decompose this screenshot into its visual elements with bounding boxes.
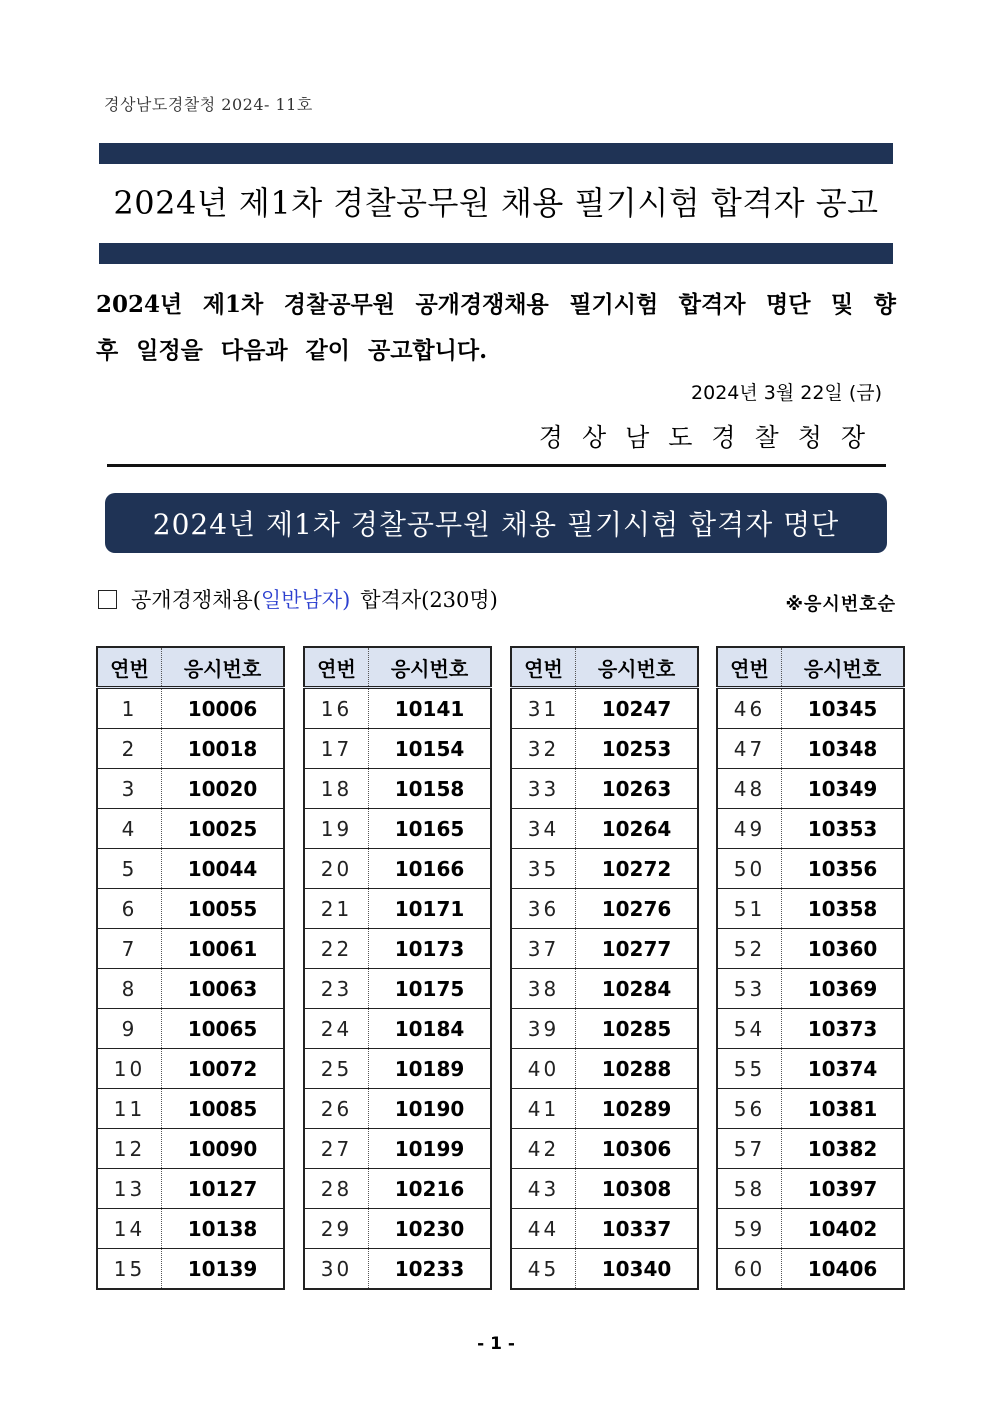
column-header-no: 연번 bbox=[511, 647, 576, 688]
exam-number: 10308 bbox=[576, 1169, 699, 1209]
exam-number: 10340 bbox=[576, 1249, 699, 1290]
table-row bbox=[511, 688, 698, 729]
page-title: 2024년 제1차 경찰공무원 채용 필기시험 합격자 공고 bbox=[113, 184, 879, 222]
table-row bbox=[717, 769, 904, 809]
exam-number: 10264 bbox=[576, 809, 699, 849]
table-row bbox=[511, 1169, 698, 1209]
row-number: 2 bbox=[97, 729, 162, 769]
table-row bbox=[511, 1009, 698, 1049]
column-header-exam-number: 응시번호 bbox=[369, 647, 492, 688]
table-row bbox=[304, 1209, 491, 1249]
row-number: 19 bbox=[304, 809, 369, 849]
exam-number: 10171 bbox=[369, 889, 492, 929]
exam-number: 10090 bbox=[162, 1129, 285, 1169]
exam-number: 10369 bbox=[782, 969, 905, 1009]
exam-number: 10253 bbox=[576, 729, 699, 769]
row-number: 40 bbox=[511, 1049, 576, 1089]
exam-number: 10345 bbox=[782, 688, 905, 729]
table-row bbox=[511, 969, 698, 1009]
row-number: 31 bbox=[511, 688, 576, 729]
table-row bbox=[97, 1089, 284, 1129]
row-number: 37 bbox=[511, 929, 576, 969]
exam-number: 10063 bbox=[162, 969, 285, 1009]
row-number: 43 bbox=[511, 1169, 576, 1209]
table-row bbox=[304, 969, 491, 1009]
exam-number: 10381 bbox=[782, 1089, 905, 1129]
exam-number: 10127 bbox=[162, 1169, 285, 1209]
exam-number: 10402 bbox=[782, 1209, 905, 1249]
row-number: 34 bbox=[511, 809, 576, 849]
row-number: 28 bbox=[304, 1169, 369, 1209]
row-number: 11 bbox=[97, 1089, 162, 1129]
table-row bbox=[304, 1249, 491, 1290]
exam-number: 10406 bbox=[782, 1249, 905, 1290]
list-title-banner bbox=[105, 493, 887, 553]
row-number: 32 bbox=[511, 729, 576, 769]
table-row bbox=[511, 889, 698, 929]
list-title: 2024년 제1차 경찰공무원 채용 필기시험 합격자 명단 bbox=[152, 508, 840, 541]
table-row bbox=[717, 889, 904, 929]
exam-number: 10382 bbox=[782, 1129, 905, 1169]
notice-body: 2024년 제1차 경찰공무원 공개경쟁채용 필기시험 합격자 명단 및 향후 일정을 다음과 같이 공고합니다. bbox=[96, 291, 896, 364]
exam-number: 10284 bbox=[576, 969, 699, 1009]
exam-number: 10374 bbox=[782, 1049, 905, 1089]
table-row bbox=[304, 889, 491, 929]
exam-number: 10175 bbox=[369, 969, 492, 1009]
table-row bbox=[717, 1169, 904, 1209]
row-number: 30 bbox=[304, 1249, 369, 1290]
table-row bbox=[511, 809, 698, 849]
table-row bbox=[511, 1049, 698, 1089]
table-row bbox=[717, 1009, 904, 1049]
table-row bbox=[511, 769, 698, 809]
row-number: 10 bbox=[97, 1049, 162, 1089]
row-number: 4 bbox=[97, 809, 162, 849]
row-number: 26 bbox=[304, 1089, 369, 1129]
table-row bbox=[717, 688, 904, 729]
table-row bbox=[97, 1249, 284, 1290]
table-row bbox=[304, 729, 491, 769]
row-number: 1 bbox=[97, 688, 162, 729]
section-highlight: 일반남자) bbox=[260, 588, 351, 612]
exam-number: 10072 bbox=[162, 1049, 285, 1089]
title-bar-bottom bbox=[99, 243, 893, 264]
exam-number: 10065 bbox=[162, 1009, 285, 1049]
column-header-exam-number: 응시번호 bbox=[162, 647, 285, 688]
row-number: 39 bbox=[511, 1009, 576, 1049]
table-row bbox=[304, 1129, 491, 1169]
table-row bbox=[97, 889, 284, 929]
exam-number: 10373 bbox=[782, 1009, 905, 1049]
table-row bbox=[304, 769, 491, 809]
row-number: 44 bbox=[511, 1209, 576, 1249]
row-number: 55 bbox=[717, 1049, 782, 1089]
table-row bbox=[304, 929, 491, 969]
table-row bbox=[717, 1089, 904, 1129]
row-number: 48 bbox=[717, 769, 782, 809]
exam-number: 10199 bbox=[369, 1129, 492, 1169]
table-row bbox=[717, 1249, 904, 1290]
document-number: 경상남도경찰청 2024- 11호 bbox=[104, 95, 313, 114]
row-number: 8 bbox=[97, 969, 162, 1009]
row-number: 51 bbox=[717, 889, 782, 929]
exam-number: 10233 bbox=[369, 1249, 492, 1290]
table-header-row bbox=[304, 647, 491, 688]
table-row bbox=[97, 769, 284, 809]
table-row bbox=[304, 809, 491, 849]
column-header-exam-number: 응시번호 bbox=[576, 647, 699, 688]
row-number: 46 bbox=[717, 688, 782, 729]
exam-number: 10285 bbox=[576, 1009, 699, 1049]
row-number: 20 bbox=[304, 849, 369, 889]
row-number: 41 bbox=[511, 1089, 576, 1129]
exam-number: 10289 bbox=[576, 1089, 699, 1129]
row-number: 27 bbox=[304, 1129, 369, 1169]
row-number: 33 bbox=[511, 769, 576, 809]
divider bbox=[107, 464, 886, 467]
table-header-row bbox=[97, 647, 284, 688]
exam-number: 10348 bbox=[782, 729, 905, 769]
table-row bbox=[97, 809, 284, 849]
table-row bbox=[97, 929, 284, 969]
exam-number: 10165 bbox=[369, 809, 492, 849]
table-header-row bbox=[511, 647, 698, 688]
exam-number: 10277 bbox=[576, 929, 699, 969]
column-header-no: 연번 bbox=[304, 647, 369, 688]
table-row bbox=[717, 1129, 904, 1169]
row-number: 47 bbox=[717, 729, 782, 769]
table-row bbox=[717, 809, 904, 849]
exam-number: 10085 bbox=[162, 1089, 285, 1129]
table-row bbox=[511, 1129, 698, 1169]
result-table bbox=[96, 646, 285, 1290]
table-row bbox=[717, 729, 904, 769]
row-number: 54 bbox=[717, 1009, 782, 1049]
table-row bbox=[511, 1249, 698, 1290]
row-number: 58 bbox=[717, 1169, 782, 1209]
table-row bbox=[97, 1129, 284, 1169]
row-number: 6 bbox=[97, 889, 162, 929]
exam-number: 10306 bbox=[576, 1129, 699, 1169]
notice-date: 2024년 3월 22일 (금) bbox=[691, 382, 882, 404]
exam-number: 10158 bbox=[369, 769, 492, 809]
table-row bbox=[97, 1049, 284, 1089]
exam-number: 10358 bbox=[782, 889, 905, 929]
table-row bbox=[511, 729, 698, 769]
exam-number: 10006 bbox=[162, 688, 285, 729]
exam-number: 10138 bbox=[162, 1209, 285, 1249]
row-number: 25 bbox=[304, 1049, 369, 1089]
exam-number: 10337 bbox=[576, 1209, 699, 1249]
row-number: 17 bbox=[304, 729, 369, 769]
title-bar-top bbox=[99, 143, 893, 164]
row-number: 38 bbox=[511, 969, 576, 1009]
exam-number: 10061 bbox=[162, 929, 285, 969]
table-row bbox=[717, 1209, 904, 1249]
row-number: 16 bbox=[304, 688, 369, 729]
sort-note: ※응시번호순 bbox=[785, 594, 896, 615]
table-row bbox=[717, 849, 904, 889]
exam-number: 10190 bbox=[369, 1089, 492, 1129]
table-row bbox=[511, 1209, 698, 1249]
row-number: 56 bbox=[717, 1089, 782, 1129]
row-number: 22 bbox=[304, 929, 369, 969]
exam-number: 10166 bbox=[369, 849, 492, 889]
table-row bbox=[97, 849, 284, 889]
row-number: 42 bbox=[511, 1129, 576, 1169]
exam-number: 10276 bbox=[576, 889, 699, 929]
exam-number: 10353 bbox=[782, 809, 905, 849]
page-number: - 1 - bbox=[477, 1334, 515, 1354]
row-number: 36 bbox=[511, 889, 576, 929]
row-number: 14 bbox=[97, 1209, 162, 1249]
row-number: 24 bbox=[304, 1009, 369, 1049]
table-row bbox=[511, 929, 698, 969]
exam-number: 10360 bbox=[782, 929, 905, 969]
row-number: 60 bbox=[717, 1249, 782, 1290]
row-number: 35 bbox=[511, 849, 576, 889]
exam-number: 10216 bbox=[369, 1169, 492, 1209]
row-number: 23 bbox=[304, 969, 369, 1009]
row-number: 45 bbox=[511, 1249, 576, 1290]
table-row bbox=[97, 729, 284, 769]
table-row bbox=[304, 1169, 491, 1209]
row-number: 59 bbox=[717, 1209, 782, 1249]
issuing-authority: 경상남도경찰청장 bbox=[538, 423, 884, 452]
row-number: 5 bbox=[97, 849, 162, 889]
row-number: 52 bbox=[717, 929, 782, 969]
table-row bbox=[97, 969, 284, 1009]
exam-number: 10247 bbox=[576, 688, 699, 729]
table-row bbox=[304, 1049, 491, 1089]
table-row bbox=[304, 1089, 491, 1129]
result-tables bbox=[0, 646, 992, 1288]
exam-number: 10020 bbox=[162, 769, 285, 809]
exam-number: 10189 bbox=[369, 1049, 492, 1089]
exam-number: 10154 bbox=[369, 729, 492, 769]
exam-number: 10173 bbox=[369, 929, 492, 969]
table-row bbox=[511, 849, 698, 889]
row-number: 53 bbox=[717, 969, 782, 1009]
exam-number: 10055 bbox=[162, 889, 285, 929]
column-header-no: 연번 bbox=[717, 647, 782, 688]
result-table bbox=[716, 646, 905, 1290]
table-row bbox=[97, 1169, 284, 1209]
row-number: 9 bbox=[97, 1009, 162, 1049]
checkbox-icon bbox=[98, 590, 117, 609]
table-row bbox=[717, 969, 904, 1009]
section-heading bbox=[98, 584, 498, 614]
table-row bbox=[717, 1049, 904, 1089]
row-number: 15 bbox=[97, 1249, 162, 1290]
row-number: 50 bbox=[717, 849, 782, 889]
column-header-no: 연번 bbox=[97, 647, 162, 688]
table-row bbox=[304, 849, 491, 889]
row-number: 29 bbox=[304, 1209, 369, 1249]
row-number: 13 bbox=[97, 1169, 162, 1209]
row-number: 12 bbox=[97, 1129, 162, 1169]
result-table bbox=[510, 646, 699, 1290]
exam-number: 10272 bbox=[576, 849, 699, 889]
row-number: 57 bbox=[717, 1129, 782, 1169]
exam-number: 10184 bbox=[369, 1009, 492, 1049]
exam-number: 10263 bbox=[576, 769, 699, 809]
exam-number: 10288 bbox=[576, 1049, 699, 1089]
exam-number: 10044 bbox=[162, 849, 285, 889]
exam-number: 10025 bbox=[162, 809, 285, 849]
table-header-row bbox=[717, 647, 904, 688]
table-row bbox=[97, 1009, 284, 1049]
section-prefix: 공개경쟁채용( bbox=[131, 588, 261, 612]
result-table bbox=[303, 646, 492, 1290]
column-header-exam-number: 응시번호 bbox=[782, 647, 905, 688]
row-number: 18 bbox=[304, 769, 369, 809]
exam-number: 10356 bbox=[782, 849, 905, 889]
table-row bbox=[97, 688, 284, 729]
table-row bbox=[304, 688, 491, 729]
exam-number: 10349 bbox=[782, 769, 905, 809]
table-row bbox=[511, 1089, 698, 1129]
row-number: 21 bbox=[304, 889, 369, 929]
table-row bbox=[717, 929, 904, 969]
row-number: 7 bbox=[97, 929, 162, 969]
section-suffix: 합격자(230명) bbox=[360, 588, 498, 612]
exam-number: 10230 bbox=[369, 1209, 492, 1249]
table-row bbox=[97, 1209, 284, 1249]
exam-number: 10139 bbox=[162, 1249, 285, 1290]
exam-number: 10141 bbox=[369, 688, 492, 729]
row-number: 3 bbox=[97, 769, 162, 809]
row-number: 49 bbox=[717, 809, 782, 849]
table-row bbox=[304, 1009, 491, 1049]
exam-number: 10018 bbox=[162, 729, 285, 769]
exam-number: 10397 bbox=[782, 1169, 905, 1209]
